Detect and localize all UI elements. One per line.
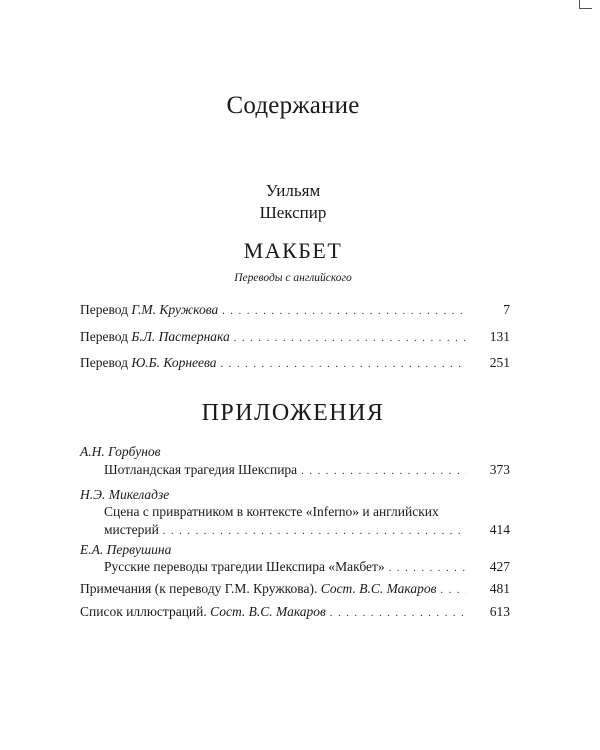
translator-name: Г.М. Кружкова	[131, 302, 219, 317]
toc-entry-appendix-2[interactable]	[104, 521, 510, 541]
toc-entry-illustrations[interactable]	[80, 603, 510, 623]
dot-leader	[330, 605, 466, 623]
entry-title: Примечания (к переводу Г.М. Кружкова).	[80, 581, 318, 596]
dot-leader	[234, 330, 466, 348]
toc-entry-notes[interactable]	[80, 580, 510, 600]
entry-title: Шотландская трагедия Шекспира	[104, 462, 298, 477]
entry-title-line1: Сцена с привратником в контексте «Inferno» и английских	[104, 504, 439, 519]
dot-leader	[221, 356, 466, 374]
work-subtitle: Переводы с английского	[234, 272, 352, 284]
work-title: МАКБЕТ	[243, 238, 343, 263]
appendix-author: А.Н. Горбунов	[80, 444, 161, 459]
corner-mark	[579, 0, 592, 9]
page-number: 251	[489, 355, 510, 370]
page-number: 7	[503, 302, 510, 317]
toc-entry-translation-1[interactable]	[80, 301, 510, 321]
page-title: Содержание	[226, 92, 360, 119]
toc-entry-translation-2[interactable]	[80, 328, 510, 348]
compiler-name: Сост. В.С. Макаров	[210, 604, 326, 619]
dot-leader	[389, 560, 466, 578]
appendix-title: ПРИЛОЖЕНИЯ	[201, 400, 385, 426]
appendix-author: Н.Э. Микеладзе	[80, 487, 170, 502]
toc-entry-appendix-1[interactable]	[104, 461, 510, 481]
page-number: 481	[489, 581, 510, 596]
dot-leader	[441, 582, 467, 600]
appendix-author: Е.А. Первушина	[80, 542, 172, 557]
entry-title-line2: мистерий	[104, 522, 159, 537]
dot-leader	[301, 463, 466, 481]
toc-entry-appendix-3[interactable]	[104, 558, 510, 578]
page-number: 427	[489, 559, 510, 574]
entry-prefix: Перевод	[80, 329, 128, 344]
page-number: 373	[489, 462, 510, 477]
page-number: 613	[489, 604, 510, 619]
page-number: 414	[489, 522, 510, 537]
entry-prefix: Перевод	[80, 355, 128, 370]
author-name	[0, 180, 586, 224]
author-first-name: Уильям	[265, 181, 321, 200]
entry-title: Русские переводы трагедии Шекспира «Макбет»	[104, 559, 385, 574]
author-last-name: Шекспир	[259, 203, 327, 222]
compiler-name: Сост. В.С. Макаров	[320, 581, 437, 596]
entry-title: Список иллюстраций.	[80, 604, 207, 619]
page-number: 131	[489, 329, 510, 344]
toc-entry-translation-3[interactable]	[80, 354, 510, 374]
translator-name: Ю.Б. Корнеева	[131, 355, 217, 370]
entry-prefix: Перевод	[80, 302, 128, 317]
translator-name: Б.Л. Пастернака	[131, 329, 230, 344]
dot-leader	[222, 303, 466, 321]
dot-leader	[163, 523, 466, 541]
